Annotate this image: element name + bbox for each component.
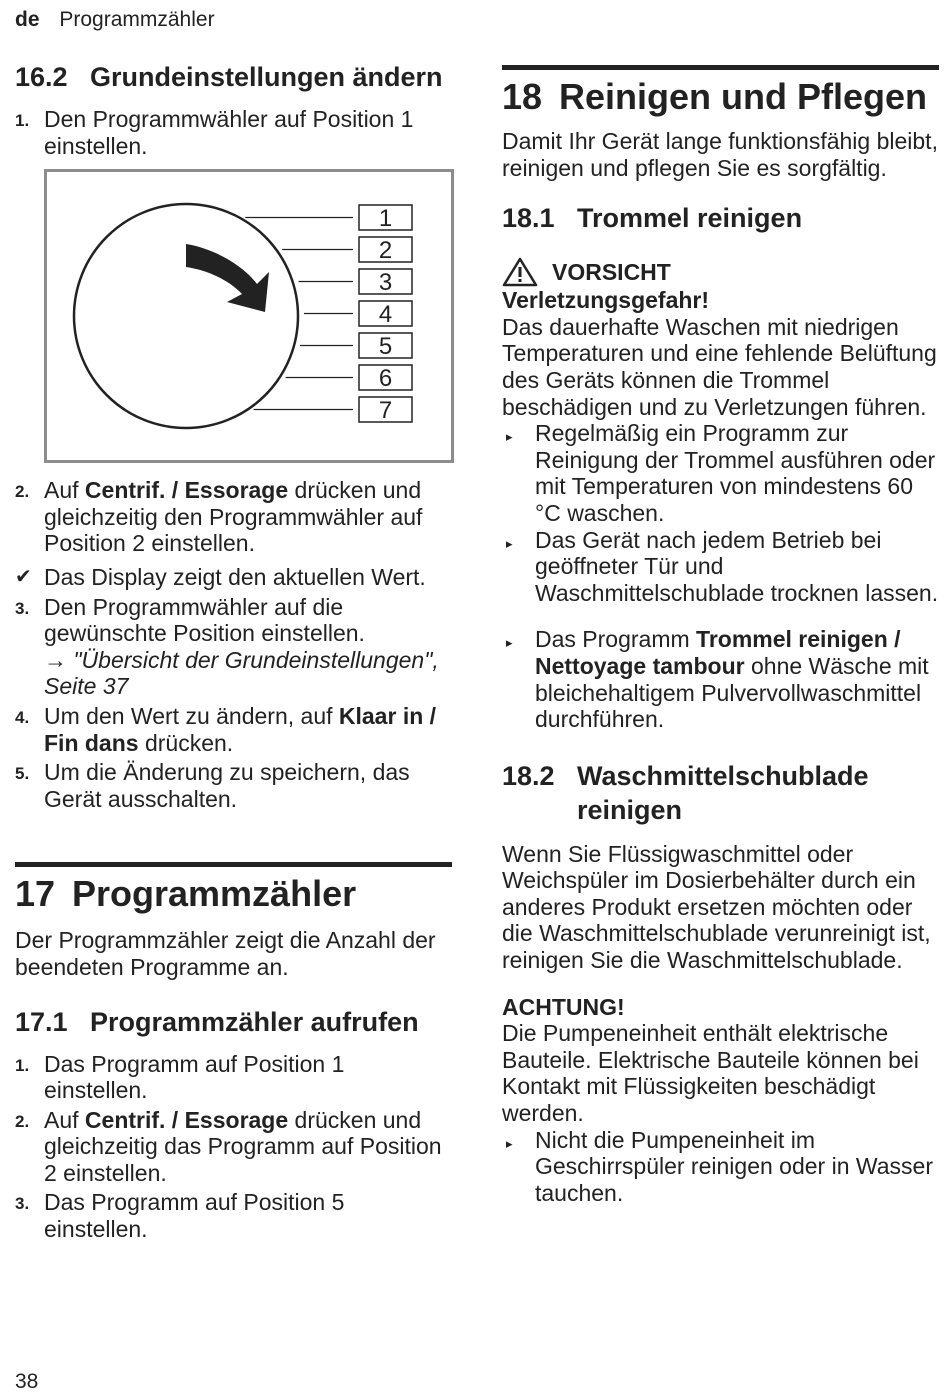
step-item bbox=[15, 1051, 452, 1104]
caution-label: ACHTUNG! bbox=[502, 993, 625, 1020]
right-column bbox=[502, 60, 939, 1206]
step-text: Um den Wert zu ändern, auf Klaar in / Fin dans drücken. bbox=[44, 702, 437, 756]
bullet-text: Das Programm Trommel reinigen / Nettoyage tambour ohne Wäsche mit bleichehaltigem Pulvervollwaschmittel durchführen. bbox=[535, 626, 929, 733]
program-selector-figure bbox=[44, 169, 454, 463]
running-header bbox=[15, 8, 215, 32]
rotate-arrow-icon bbox=[186, 244, 269, 312]
section-title: Programmzähler aufrufen bbox=[90, 1006, 419, 1037]
cross-reference-arrow-icon: → bbox=[44, 646, 67, 673]
section-title: Reinigen und Pflegen bbox=[559, 76, 928, 117]
step-item bbox=[15, 106, 452, 159]
bullet-arrow-icon: ▸ bbox=[506, 1135, 513, 1151]
section-number: 17 bbox=[15, 873, 56, 915]
section-number: 18.2 bbox=[502, 760, 555, 791]
warning-triangle-icon bbox=[502, 257, 538, 287]
step-text: Den Programmwähler auf Position 1 einstellen. bbox=[44, 106, 414, 159]
step-text: Das Programm auf Position 1 einstellen. bbox=[44, 1050, 345, 1104]
language-code: de bbox=[15, 8, 40, 31]
button-name: Klaar in bbox=[338, 702, 424, 729]
dial-circle bbox=[74, 204, 298, 428]
section-title: Trommel reinigen bbox=[577, 203, 803, 234]
step-item bbox=[15, 759, 452, 812]
button-name: Essorage bbox=[184, 1106, 289, 1133]
section-number: 16.2 bbox=[15, 62, 68, 92]
button-name: Centrif. bbox=[84, 477, 166, 504]
left-column bbox=[15, 60, 452, 1243]
section-intro: Wenn Sie Flüssigwaschmittel oder Weichspüler im Dosierbehälter durch ein anderes Produkt ersetzen möchten oder die Waschmittelschublade verunreinigt ist, reinigen Sie die Waschmittelschublade. bbox=[502, 840, 931, 974]
result-item bbox=[15, 564, 452, 591]
result-text: Das Display zeigt den aktuellen Wert. bbox=[44, 563, 426, 590]
bullet-item bbox=[502, 1127, 939, 1207]
button-name: Centrif. bbox=[84, 1106, 166, 1133]
step-number: 3. bbox=[15, 1194, 30, 1214]
section-number: 17.1 bbox=[15, 1006, 68, 1037]
step-number: 5. bbox=[15, 764, 30, 784]
step-number: 3. bbox=[15, 598, 30, 618]
section-intro: Der Programmzähler zeigt die Anzahl der beendeten Programme an. bbox=[15, 927, 436, 980]
bullet-item bbox=[502, 420, 939, 526]
checkmark-icon: ✔ bbox=[15, 565, 32, 588]
running-header-title: Programmzähler bbox=[59, 8, 215, 31]
section-17-heading bbox=[15, 862, 452, 915]
bullet-text: Regelmäßig ein Programm zur Reinigung der Trommel ausführen oder mit Temperaturen von mindestens 60 °C waschen. bbox=[535, 420, 936, 526]
section-number: 18.1 bbox=[502, 203, 555, 234]
bullet-text: Nicht die Pumpeneinheit im Geschirrspüler reinigen oder in Wasser tauchen. bbox=[535, 1126, 933, 1206]
position-number: 6 bbox=[378, 365, 393, 393]
step-number: 1. bbox=[15, 111, 30, 130]
section-18-heading bbox=[502, 65, 939, 118]
warning-subtitle: Verletzungsgefahr! bbox=[502, 287, 710, 314]
bullet-item bbox=[502, 527, 939, 607]
step-item bbox=[15, 703, 452, 756]
warning-text: Das dauerhafte Waschen mit niedrigen Temperaturen und eine fehlende Belüftung des Geräts können die Trommel beschädigen und zu Verletzungen führen. bbox=[502, 313, 937, 420]
program-name: Nettoyage tambour bbox=[535, 652, 745, 679]
bullet-arrow-icon: ▸ bbox=[506, 635, 513, 651]
section-18-1-heading bbox=[502, 201, 939, 235]
section-title: Waschmittelschublade reinigen bbox=[577, 760, 869, 825]
position-number: 1 bbox=[378, 205, 393, 233]
bullet-item bbox=[502, 626, 939, 732]
step-text: Das Programm auf Position 5 einstellen. bbox=[44, 1189, 345, 1243]
bullet-text: Das Gerät nach jedem Betrieb bei geöffneter Tür und Waschmittelschublade trocknen lassen. bbox=[535, 526, 939, 606]
section-number: 18 bbox=[502, 76, 543, 117]
program-name: Trommel reinigen bbox=[696, 626, 888, 653]
position-number: 3 bbox=[378, 269, 393, 297]
button-name: Essorage bbox=[184, 477, 289, 504]
position-number: 2 bbox=[378, 237, 393, 265]
warning-label: VORSICHT bbox=[552, 258, 671, 285]
position-number: 4 bbox=[378, 301, 393, 329]
step-item bbox=[15, 594, 452, 700]
section-title: Grundeinstellungen ändern bbox=[90, 62, 443, 92]
step-item bbox=[15, 1107, 452, 1187]
cross-reference-link[interactable]: "Übersicht der Grundeinstellungen", Seite 37 bbox=[44, 646, 439, 700]
bullet-arrow-icon: ▸ bbox=[506, 535, 513, 551]
button-name: Fin dans bbox=[44, 729, 139, 756]
bullet-arrow-icon: ▸ bbox=[506, 429, 513, 445]
section-18-2-heading bbox=[502, 759, 939, 827]
step-item bbox=[15, 1189, 452, 1242]
section-intro: Damit Ihr Gerät lange funktionsfähig bleibt, reinigen und pflegen Sie es sorgfältig. bbox=[502, 128, 938, 181]
section-title: Programmzähler bbox=[72, 873, 357, 915]
step-text: Um die Änderung zu speichern, das Gerät ausschalten. bbox=[44, 759, 410, 812]
step-text: Auf Centrif. / Essorage drücken und gleichzeitig den Programmwähler auf Position 2 einstellen. bbox=[44, 477, 423, 557]
step-text: Auf Centrif. / Essorage drücken und gleichzeitig das Programm auf Position 2 einstellen. bbox=[44, 1106, 442, 1186]
section-17-1-heading bbox=[15, 1005, 452, 1039]
warning-header bbox=[502, 257, 939, 287]
position-number: 5 bbox=[378, 333, 393, 361]
step-number: 4. bbox=[15, 707, 30, 727]
step-item bbox=[15, 477, 452, 557]
step-number: 2. bbox=[15, 482, 30, 502]
position-number: 7 bbox=[378, 397, 393, 425]
step-text: Den Programmwähler auf die gewünschte Position einstellen. → "Übersicht der Grundeinstellungen", Seite 37 bbox=[44, 593, 439, 700]
page-number: 38 bbox=[15, 1370, 39, 1393]
program-dial-diagram bbox=[47, 172, 451, 460]
step-number: 1. bbox=[15, 1055, 30, 1075]
section-16-2-heading bbox=[15, 60, 452, 94]
caution-text: Die Pumpeneinheit enthält elektrische Bauteile. Elektrische Bauteile können bei Kontakt mit Flüssigkeiten beschädigt werden. bbox=[502, 1020, 919, 1127]
step-number: 2. bbox=[15, 1111, 30, 1131]
